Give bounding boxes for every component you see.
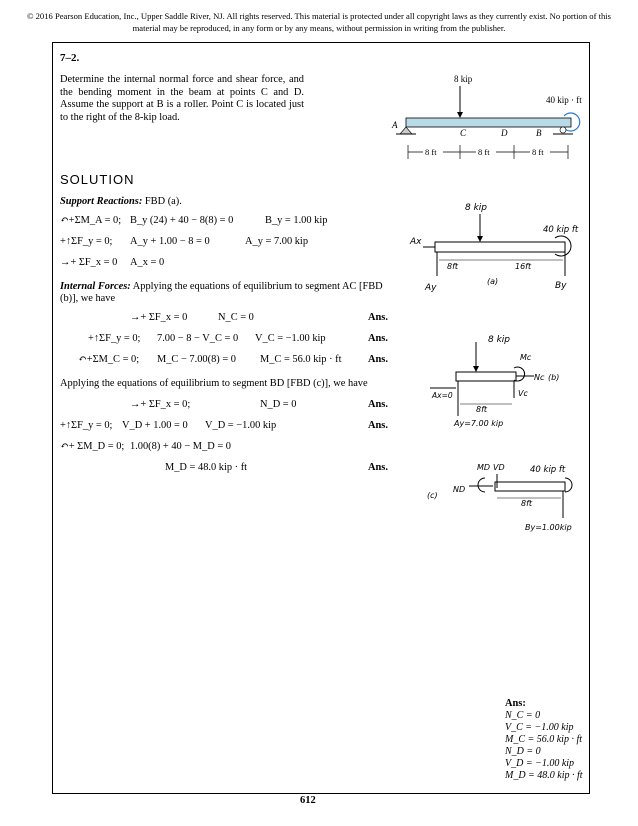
fbd-a-moment: 40 kip ft (543, 225, 579, 235)
internal-heading: Internal Forces: (60, 281, 131, 292)
answer-heading: Ans: (505, 698, 526, 709)
eq4-a: →+ ΣF_x = 0 (130, 312, 188, 323)
answer-item: N_D = 0 (505, 746, 541, 757)
internal-forces-paragraph (60, 281, 390, 305)
beam-body (406, 118, 571, 127)
eq5-b: 7.00 − 8 − V_C = 0 (157, 333, 239, 344)
eq5-ans: Ans. (368, 333, 388, 344)
dim-3: 8 ft (532, 147, 544, 157)
answer-item: V_C = −1.00 kip (505, 722, 574, 733)
fbd-b-ay: Ay=7.00 kip (454, 419, 504, 428)
point-a-label: A (392, 120, 398, 130)
eq9-a: ↶+ ΣM_D = 0; (60, 441, 125, 452)
fbd-c-sketch (425, 458, 585, 548)
eq6-b: M_C − 7.00(8) = 0 (157, 354, 236, 365)
eq3-b: A_x = 0 (130, 257, 165, 268)
eq7-b: N_D = 0 (260, 399, 297, 410)
bd-text: Applying the equations of equilibrium to segment BD [FBD (c)], we have (60, 378, 368, 389)
eq9-b: 1.00(8) + 40 − M_D = 0 (130, 441, 231, 452)
dim-1: 8 ft (425, 147, 437, 157)
dim-2: 8 ft (478, 147, 490, 157)
point-d-label: D (501, 128, 508, 138)
figure-moment-label: 40 kip · ft (546, 95, 582, 105)
answer-item: N_C = 0 (505, 710, 541, 721)
fbd-a-beam (435, 242, 565, 252)
eq5-c: V_C = −1.00 kip (255, 333, 326, 344)
load-arrowhead (457, 112, 463, 118)
fbd-b-ax: Ax=0 (432, 391, 453, 400)
fbd-b-mc: Mc (520, 353, 532, 362)
eq1-b: B_y (24) + 40 − 8(8) = 0 (130, 215, 234, 226)
fbd-a-ax: Ax (410, 237, 422, 247)
eq2-a: +↑ΣF_y = 0; (60, 236, 113, 247)
fbd-a-d2: 16ft (515, 262, 532, 271)
eq4-ans: Ans. (368, 312, 388, 323)
fbd-a-ay: Ay (425, 283, 437, 293)
fbd-c-vd: VD (493, 463, 505, 472)
fbd-b-vc: Vc (518, 389, 528, 398)
eq5-a: +↑ΣF_y = 0; (88, 333, 141, 344)
fbd-c-label: (c) (427, 491, 438, 500)
fbd-c-d: 8ft (521, 499, 533, 508)
fbd-c-md: MD (477, 463, 491, 472)
problem-number: 7–2. (60, 52, 80, 64)
eq6-ans: Ans. (368, 354, 388, 365)
roller-support-b (560, 127, 566, 133)
fbd-a-label: (a) (487, 277, 499, 286)
eq7-ans: Ans. (368, 399, 388, 410)
answer-item: V_D = −1.00 kip (505, 758, 575, 769)
answer-summary (505, 698, 583, 782)
fbd-b-load: 8 kip (488, 335, 511, 345)
eq8-a: +↑ΣF_y = 0; (60, 420, 113, 431)
support-heading: Support Reactions: (60, 196, 143, 207)
fbd-b-beam (456, 372, 516, 381)
fbd-c-moment: 40 kip ft (530, 465, 566, 475)
support-reactions-line (60, 196, 182, 208)
eq8-ans: Ans. (368, 420, 388, 431)
eq2-b: A_y + 1.00 − 8 = 0 (130, 236, 210, 247)
figure-load-label: 8 kip (454, 74, 473, 84)
beam-figure (388, 70, 588, 165)
fbd-c-beam (495, 482, 565, 491)
eq3-a: →+ ΣF_x = 0 (60, 257, 118, 268)
fbd-a-sketch (405, 196, 585, 296)
eq10-a: M_D = 48.0 kip · ft (165, 462, 248, 473)
fbd-b-sketch (418, 330, 578, 430)
fbd-b-nc: Nc (534, 373, 545, 382)
fbd-b-d: 8ft (476, 405, 488, 414)
fbd-c-by: By=1.00kip (525, 523, 572, 532)
fbd-a-load: 8 kip (465, 203, 488, 213)
answer-item: M_D = 48.0 kip · ft (505, 770, 583, 781)
problem-statement: Determine the internal normal force and shear force, and the bending moment in the beam at points C and D. Assume the support at B is a roller. Point C is located just to the right of the 8-kip load. (60, 74, 304, 123)
answer-item: M_C = 56.0 kip · ft (505, 734, 583, 745)
eq6-c: M_C = 56.0 kip · ft (260, 354, 342, 365)
eq2-c: A_y = 7.00 kip (245, 236, 309, 247)
pin-support-a (400, 127, 412, 134)
eq6-a: ↶+ΣM_C = 0; (78, 354, 140, 365)
support-text: FBD (a). (142, 196, 182, 207)
point-b-label: B (536, 128, 542, 138)
fbd-b-label: (b) (548, 373, 560, 382)
solution-title: SOLUTION (60, 172, 135, 187)
eq10-ans: Ans. (368, 462, 388, 473)
eq8-b: V_D + 1.00 = 0 (122, 420, 188, 431)
fbd-a-by: By (555, 281, 567, 291)
point-c-label: C (460, 128, 467, 138)
eq1-a: ↶+ΣM_A = 0; (60, 215, 122, 226)
page-number: 612 (300, 795, 316, 806)
eq8-c: V_D = −1.00 kip (205, 420, 277, 431)
copyright-notice: © 2016 Pearson Education, Inc., Upper Saddle River, NJ. All rights reserved. This material is protected under all copyright laws as they currently exist. No portion of this material may be reproduced, in any form or by any means, without permission in writing from the publisher. (26, 11, 612, 33)
fbd-a-d1: 8ft (447, 262, 459, 271)
eq7-a: →+ ΣF_x = 0; (130, 399, 191, 410)
fbd-c-nd: ND (453, 485, 466, 494)
internal-text: Applying the equations of equilibrium to segment AC [FBD (b)], we have (60, 281, 383, 304)
eq1-c: B_y = 1.00 kip (265, 215, 328, 226)
eq4-b: N_C = 0 (218, 312, 254, 323)
